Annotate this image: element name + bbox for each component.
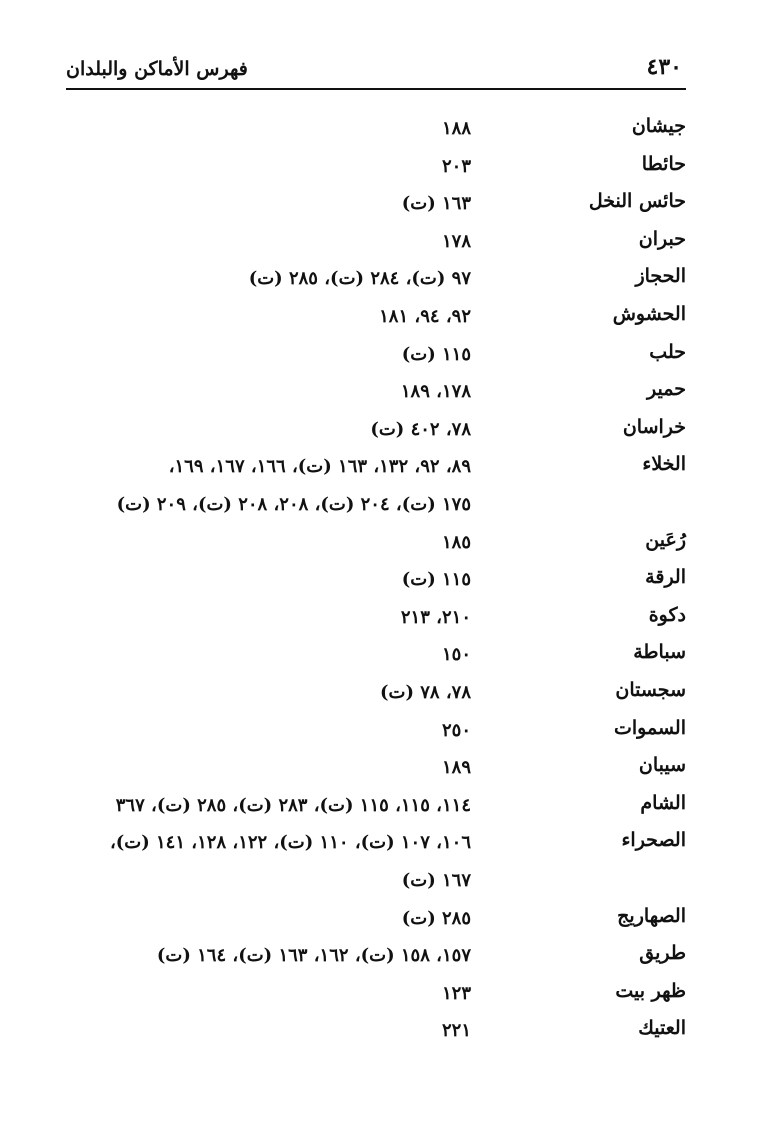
- page-header: [66, 50, 686, 90]
- page-references: [442, 754, 471, 792]
- page-references: [380, 679, 471, 717]
- page-reference-line: ١٥٧، ١٥٨ (ت)، ١٦٢، ١٦٣ (ت)، ١٦٤ (ت): [156, 945, 471, 967]
- page-reference-line: ٢٥٠: [441, 719, 471, 741]
- page-references: [402, 566, 471, 604]
- page-references: [442, 717, 471, 755]
- place-name: السموات: [614, 716, 686, 739]
- place-name: حائس النخل: [588, 190, 686, 213]
- page-references: [157, 942, 471, 980]
- page-reference-line: ١٥٠: [441, 644, 471, 666]
- page-reference-line: ٧٨، ٧٨ (ت): [379, 682, 471, 703]
- page-reference-line: ١٢٣: [441, 982, 471, 1004]
- page-reference-line: ٢٢١: [441, 1020, 471, 1042]
- place-name: حلب: [649, 340, 686, 363]
- page-references: [117, 453, 471, 529]
- page-references: [402, 190, 471, 228]
- page-reference-line: ١١٤، ١١٥، ١١٥ (ت)، ٢٨٣ (ت)، ٢٨٥ (ت)، ٣٦٧: [115, 794, 471, 816]
- page-reference-line: ١١٥ (ت): [401, 569, 471, 591]
- page-reference-line: ٢٠٣: [441, 155, 471, 177]
- place-name: دكوة: [648, 603, 686, 626]
- page-references: [442, 1017, 471, 1055]
- page-reference-line: ١٨٥: [441, 531, 471, 553]
- page-references: [442, 980, 471, 1018]
- place-name: رُعَين: [645, 528, 686, 551]
- page-reference-line: ١٠٦، ١٠٧ (ت)، ١١٠ (ت)، ١٢٢، ١٢٨، ١٤١ (ت)،: [109, 832, 471, 854]
- place-name: العتيك: [638, 1017, 686, 1040]
- page-reference-line: ١٨٩: [441, 757, 471, 779]
- page-references: [442, 115, 471, 153]
- place-name: طريق: [639, 942, 686, 965]
- page-references: [116, 792, 471, 830]
- page-reference-line: ٧٨، ٤٠٢ (ت): [370, 418, 471, 440]
- place-name: الصحراء: [621, 829, 686, 852]
- page-references: [401, 604, 471, 642]
- page-references: [401, 378, 471, 416]
- page-references: [442, 153, 471, 191]
- place-name: جيشان: [631, 115, 686, 137]
- place-name: الشام: [640, 791, 686, 814]
- page-reference-line: ١٦٧ (ت): [401, 870, 471, 892]
- page-reference-line: ٢٨٥ (ت): [401, 907, 471, 929]
- place-name: الحشوش: [612, 303, 686, 325]
- page-references: [402, 341, 471, 379]
- page-reference-line: ١٧٨: [441, 230, 471, 252]
- page-references: [110, 829, 471, 905]
- place-name: الصهاريج: [617, 904, 686, 927]
- page-references: [402, 905, 471, 943]
- page-reference-line: ١٨٨: [441, 118, 471, 139]
- page-reference-line: ١١٥ (ت): [401, 343, 471, 365]
- page-references: [442, 228, 471, 266]
- page-reference-line: ٢١٠، ٢١٣: [400, 606, 471, 628]
- page-reference-line: ٨٩، ٩٢، ١٣٢، ١٦٣ (ت)، ١٦٦، ١٦٧، ١٦٩،: [168, 456, 471, 478]
- place-name: حبران: [638, 227, 686, 250]
- place-name: الخلاء: [642, 453, 686, 476]
- place-name: الرقة: [645, 566, 686, 589]
- page-references: [442, 529, 471, 567]
- place-name: خراسان: [622, 415, 686, 438]
- page-reference-line: ١٧٥ (ت)، ٢٠٤ (ت)، ٢٠٨، ٢٠٨ (ت)، ٢٠٩ (ت): [116, 494, 471, 516]
- place-name: ظهر بيت: [615, 979, 686, 1002]
- place-name: حائطا: [641, 152, 686, 175]
- page-reference-line: ١٧٨، ١٨٩: [400, 381, 471, 403]
- page-references: [379, 303, 471, 341]
- place-name: سجستان: [615, 679, 686, 701]
- page-title: فهرس الأماكن والبلدان: [66, 58, 248, 80]
- page-references: [249, 265, 471, 303]
- place-name: سباطة: [633, 641, 686, 664]
- page-number: ٤٣٠: [646, 54, 682, 80]
- place-name: حمير: [647, 378, 686, 401]
- page-reference-line: ٩٢، ٩٤، ١٨١: [379, 306, 471, 327]
- place-name: سيبان: [638, 754, 686, 777]
- page-reference-line: ١٦٣ (ت): [401, 193, 471, 215]
- page-references: [442, 641, 471, 679]
- place-name: الحجاز: [635, 265, 686, 288]
- page-reference-line: ٩٧ (ت)، ٢٨٤ (ت)، ٢٨٥ (ت): [248, 268, 471, 290]
- page-references: [370, 416, 471, 454]
